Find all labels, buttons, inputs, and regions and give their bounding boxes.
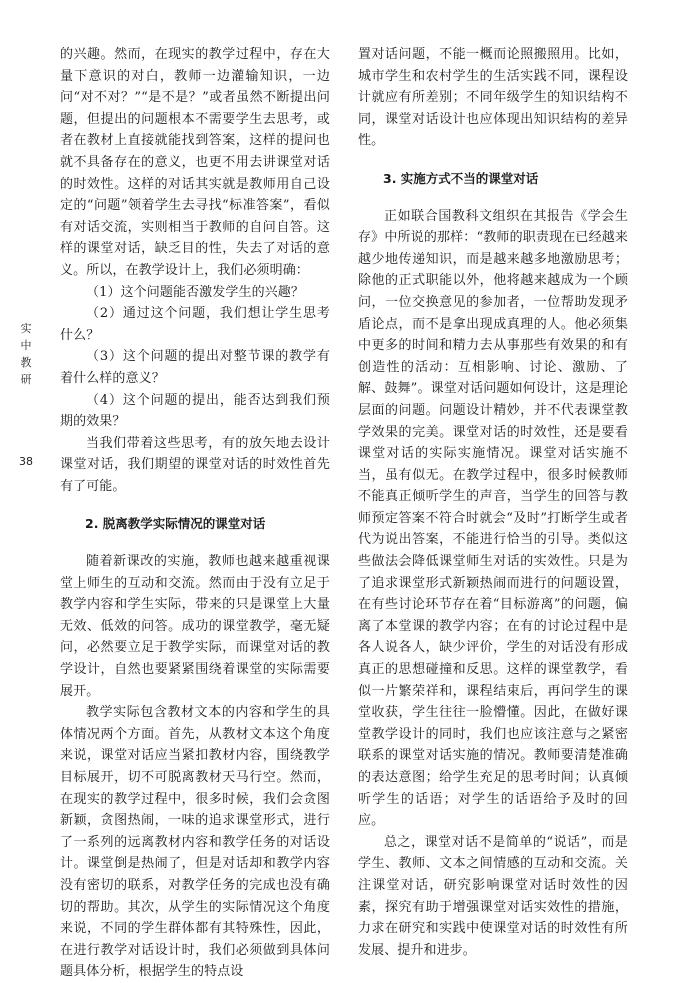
question-item: （3）这个问题的提出对整节课的教学有着什么样的意义？ bbox=[60, 349, 330, 386]
section-heading: 3. 实施方式不当的课堂对话 bbox=[383, 170, 539, 186]
journal-char: 实 bbox=[20, 322, 32, 335]
section-heading: 2. 脱离教学实际情况的课堂对话 bbox=[85, 516, 266, 532]
paragraph: 教学实际包含教材文本的内容和学生的具体情况两个方面。首先，从教材文本这个角度来说，课堂对话应当紧扣教材内容，围绕教学目标展开，切不可脱离教材天马行空。然而，在现实的教学过程中，很多时候，我们会贪图新颖，贪图热闹，一味的追求课堂形式，进行了一系列的远离教材内容和教学任务的对话设计。课堂倒是热闹了，但是对话却和教学内容没有密切的联系，对教学任务的完成也没有确切的帮助。其次，从学生的实际情况这个角度来说，不同的学生群体都有其特殊性，因此，在进行教学对话设计时，我们必须做到具体问题具体分析，根据学生的特点设 bbox=[60, 705, 330, 980]
page-number: 38 bbox=[19, 455, 33, 468]
journal-side-title bbox=[16, 320, 36, 388]
question-item: （1）这个问题能否激发学生的兴趣？ bbox=[86, 284, 304, 300]
journal-char: 教 bbox=[20, 356, 32, 369]
paragraph: 随着新课改的实施，教师也越来越重视课堂上师生的互动和交流。然而由于没有立足于教学内容和学生实际，带来的只是课堂上大量无效、低效的问答。成功的课堂教学，毫无疑问，必然要立足于教学实际，而课堂对话的教学设计，自然也要紧紧围绕着课堂的实际需要展开。 bbox=[60, 554, 330, 699]
question-item: （2）通过这个问题，我们想让学生思考什么？ bbox=[60, 306, 330, 343]
question-item: （4）这个问题的提出，能否达到我们预期的效果？ bbox=[60, 392, 330, 430]
right-column bbox=[358, 44, 628, 961]
paragraph: 当我们带着这些思考，有的放矢地去设计课堂对话，我们期望的课堂对话的时效性首先有了可能。 bbox=[60, 435, 330, 494]
journal-char: 中 bbox=[20, 339, 32, 352]
left-column bbox=[60, 44, 330, 983]
paragraph: 的兴趣。然而，在现实的教学过程中，存在大量下意识的对白，教师一边灌输知识，一边问“对不对？”“是不是？”或者虽然不断提出问题，但提出的问题根本不需要学生去思考，或者在教材上直接就能找到答案，这样的提问也就不具备存在的意义，也更不用去讲课堂对话的时效性。这样的对话其实就是教师用自己设定的“问题”领着学生去寻找“标准答案”，看似有对话交流，实则相当于教师的自问自答。这样的课堂对话，缺乏目的性，失去了对话的意义。所以，在教学设计上，我们必须明确： bbox=[60, 47, 330, 278]
paragraph: 正如联合国教科文组织在其报告《学会生存》中所说的那样：“教师的职责现在已经越来越少地传递知识，而是越来越多地激励思考；除他的正式职能以外，他将越来越成为一个顾问，一位交换意见的参加者，一位帮助发现矛盾论点，而不是拿出现成真理的人。他必须集中更多的时间和精力去从事那些有效果的和有创造性的活动：互相影响、讨论、激励、了解、鼓舞”。课堂对话问题如何设计，这是理论层面的问题。问题设计精妙，并不代表课堂教学效果的完美。课堂对话的时效性，还是要看课堂对话的实际实施情况。课堂对话实施不当，虽有似无。在教学过程中，很多时候教师不能真正倾听学生的声音，当学生的回答与教师预定答案不符合时就会“及时”打断学生或者代为说出答案，不能进行恰当的引导。类似这些做法会降低课堂师生对话的实效性。只是为了追求课堂形式新颖热闹而进行的问题设置，在有些讨论环节存在着“目标游离”的问题，偏离了本堂课的教学内容；在有的讨论过程中是各人说各人，缺少评价，学生的对话没有形成真正的思想碰撞和反思。这样的课堂教学，看似一片繁荣祥和，课程结束后，再问学生的课堂收获，学生往往一脸懵懂。因此，在做好课堂教学设计的同时，我们也应该注意与之紧密联系的课堂对话实施的情况。教师要清楚准确的表达意图；给学生充足的思考时间；认真倾听学生的话语；对学生的话语给予及时的回应。 bbox=[358, 208, 628, 829]
paragraph: 置对话问题，不能一概而论照搬照用。比如，城市学生和农村学生的生活实践不同，课程设计就应有所差别；不同年级学生的知识结构不同，课堂对话设计也应体现出知识结构的差异性。 bbox=[358, 47, 628, 149]
paragraph: 总之，课堂对话不是简单的“说话”，而是学生、教师、文本之间情感的互动和交流。关注课堂对话，研究影响课堂对话时效性的因素，探究有助于增强课堂对话实效性的措施，力求在研究和实践中使课堂对话的时效性有所发展、提升和进步。 bbox=[358, 834, 628, 958]
journal-char: 研 bbox=[20, 373, 32, 386]
